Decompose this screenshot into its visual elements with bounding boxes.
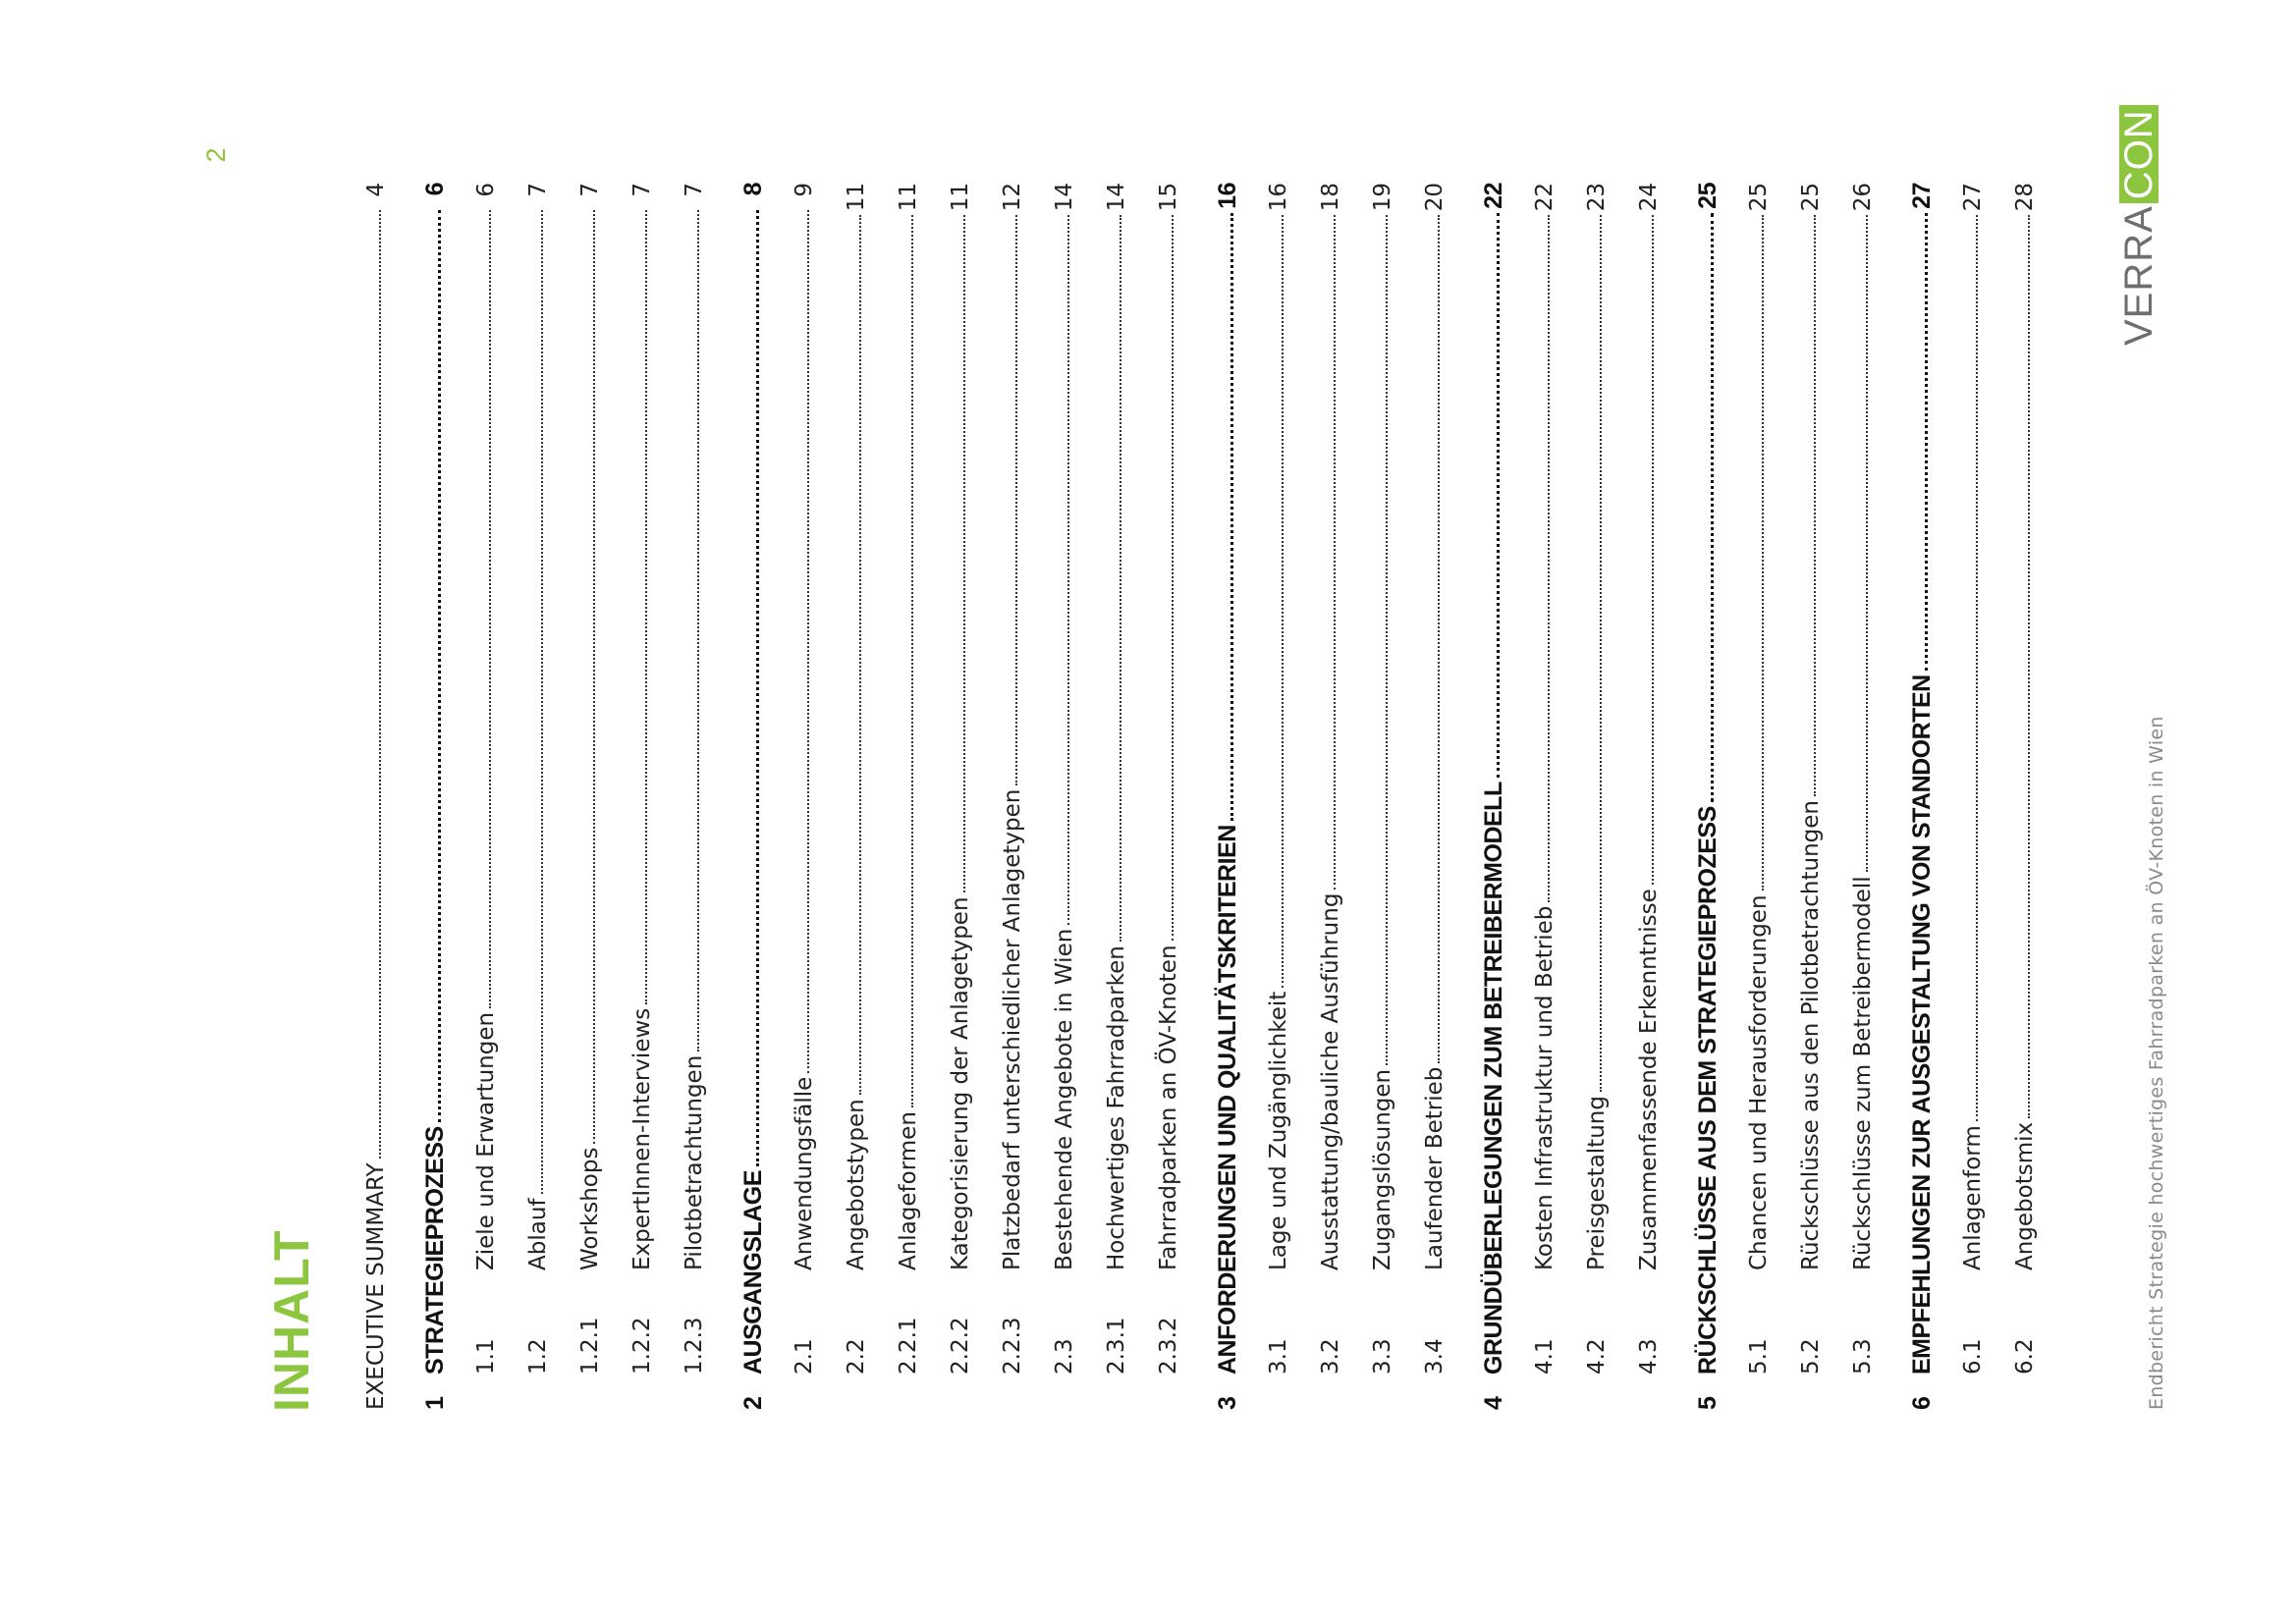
toc-entry-page: 4: [363, 183, 389, 197]
toc-entry-number: 1.2.3: [682, 1317, 707, 1375]
toc-entry-page: 22: [1532, 183, 1558, 212]
footer-text: Endbericht Strategie hochwertiges Fahrradparken an ÖV-Knoten in Wien: [2146, 716, 2167, 1410]
toc-entry-number: 5.1: [1746, 1338, 1772, 1375]
toc-entry[interactable]: [1000, 183, 1052, 1410]
toc-entry-page: 15: [1156, 183, 1181, 212]
toc-entry-label: Platzbedarf unterschiedlicher Anlagetypen: [1000, 788, 1025, 1270]
toc-entry[interactable]: [1636, 183, 1688, 1410]
toc-entry-page: 16: [1266, 183, 1291, 212]
toc-entry[interactable]: [629, 183, 682, 1410]
toc-entry-number: 2.2: [844, 1338, 869, 1375]
toc-entry[interactable]: [421, 183, 473, 1410]
toc-entry-label: Anlagenform: [1960, 1125, 1986, 1270]
toc-dot-leader: [1976, 215, 1978, 1121]
toc-entry-label: Ausstattung/bauliche Ausführung: [1318, 892, 1343, 1270]
toc-entry[interactable]: [363, 183, 415, 1410]
toc-dot-leader: [541, 210, 543, 1195]
toc-entry-number: 1.2.1: [577, 1317, 603, 1375]
toc-dot-leader: [963, 215, 965, 892]
toc-entry-label: ANFORDERUNGEN UND QUALITÄTSKRITERIEN: [1214, 825, 1241, 1375]
toc-entry-number: 2.3.2: [1156, 1317, 1181, 1375]
toc-entry[interactable]: [1908, 183, 1960, 1410]
toc-dot-leader: [593, 210, 595, 1144]
toc-dot-leader: [1386, 215, 1388, 1065]
toc-entry-label: Anlageformen: [896, 1111, 921, 1270]
toc-entry-page: 27: [1908, 183, 1936, 209]
toc-entry-page: 28: [2012, 183, 2038, 212]
toc-dot-leader: [2028, 215, 2030, 1118]
toc-entry[interactable]: [1318, 183, 1370, 1410]
toc-entry-page: 25: [1694, 183, 1722, 209]
toc-entry-page: 7: [629, 183, 655, 197]
toc-entry-number: 1.1: [473, 1338, 499, 1375]
toc-entry-page: 8: [739, 183, 767, 196]
logo-con-text: CON: [2119, 105, 2159, 203]
toc-entry-page: 11: [948, 183, 973, 212]
toc-entry-page: 19: [1370, 183, 1395, 212]
toc-entry-number: 2: [739, 1396, 767, 1410]
toc-entry-number: 6: [1908, 1396, 1936, 1410]
toc-dot-leader: [807, 210, 809, 1073]
toc-entry-page: 20: [1422, 183, 1448, 212]
toc-dot-leader: [1814, 215, 1816, 796]
toc-entry-number: 1.2: [525, 1338, 551, 1375]
toc-entry-label: Angebotsmix: [2012, 1121, 2038, 1270]
toc-entry-label: EXECUTIVE SUMMARY: [363, 1162, 389, 1410]
toc-entry[interactable]: [1104, 183, 1156, 1410]
toc-dot-leader: [438, 210, 441, 1122]
toc-entry-number: 2.1: [792, 1338, 817, 1375]
toc-entry-page: 6: [473, 183, 499, 197]
toc-dot-leader: [1548, 215, 1550, 901]
toc-entry[interactable]: [1422, 183, 1474, 1410]
toc-dot-leader: [911, 215, 913, 1107]
toc-entry-number: 6.2: [2012, 1338, 2038, 1375]
toc-entry-label: Kosten Infrastruktur und Betrieb: [1532, 905, 1558, 1270]
toc-dot-leader: [489, 210, 491, 1008]
toc-dot-leader: [1711, 213, 1714, 802]
toc-dot-leader: [1866, 215, 1868, 872]
toc-entry-label: Anwendungsfälle: [792, 1076, 817, 1270]
toc-dot-leader: [859, 215, 861, 1095]
toc-entry-label: RÜCKSCHLÜSSE AUS DEM STRATEGIEPROZESS: [1694, 806, 1722, 1375]
toc-entry-page: 27: [1960, 183, 1986, 212]
toc-entry[interactable]: [948, 183, 1000, 1410]
toc-entry-page: 11: [896, 183, 921, 212]
toc-entry-label: Bestehende Angebote in Wien: [1052, 928, 1077, 1270]
toc-entry[interactable]: [2012, 183, 2064, 1410]
toc-entry-label: Pilotbetrachtungen: [682, 1054, 707, 1270]
toc-dot-leader: [1230, 213, 1233, 821]
toc-dot-leader: [1334, 215, 1336, 889]
toc-entry-page: 11: [844, 183, 869, 212]
toc-entry[interactable]: [577, 183, 629, 1410]
toc-entry-label: Chancen und Herausforderungen: [1746, 894, 1772, 1270]
toc-entry[interactable]: [1052, 183, 1104, 1410]
toc-entry[interactable]: [473, 183, 525, 1410]
toc-entry-label: Rückschlüsse zum Betreibermodell: [1850, 876, 1876, 1270]
toc-entry-label: Zusammenfassende Erkenntnisse: [1636, 889, 1662, 1270]
toc-entry[interactable]: [1156, 183, 1208, 1410]
page-title: INHALT: [264, 1229, 319, 1412]
toc-entry-page: 14: [1052, 183, 1077, 212]
toc-dot-leader: [379, 210, 381, 1159]
toc-entry-page: 7: [525, 183, 551, 197]
toc-entry[interactable]: [896, 183, 948, 1410]
toc-entry-label: Lage und Zugänglichkeit: [1266, 991, 1291, 1270]
toc-entry-number: 3.4: [1422, 1338, 1448, 1375]
toc-entry[interactable]: [844, 183, 896, 1410]
toc-entry[interactable]: [739, 183, 792, 1410]
toc-entry-label: STRATEGIEPROZESS: [421, 1126, 449, 1375]
logo-verra-text: VERRA: [2116, 205, 2160, 346]
toc-entry-page: 18: [1318, 183, 1343, 212]
toc-entry-page: 24: [1636, 183, 1662, 212]
toc-entry[interactable]: [792, 183, 844, 1410]
toc-dot-leader: [1497, 213, 1500, 778]
toc-entry[interactable]: [1694, 183, 1746, 1410]
toc-dot-leader: [1282, 215, 1284, 987]
toc-entry-page: 6: [421, 183, 449, 196]
toc-entry-label: Fahrradparken an ÖV-Knoten: [1156, 944, 1181, 1270]
toc-entry-label: AUSGANGSLAGE: [739, 1170, 767, 1375]
page-number: 2: [201, 147, 231, 163]
toc-entry-number: 3.1: [1266, 1338, 1291, 1375]
table-of-contents: [363, 183, 2064, 1410]
toc-entry-number: 2.3: [1052, 1338, 1077, 1375]
toc-entry-number: 6.1: [1960, 1338, 1986, 1375]
toc-entry[interactable]: [525, 183, 577, 1410]
toc-entry-label: GRUNDÜBERLEGUNGEN ZUM BETREIBERMODELL: [1480, 782, 1507, 1375]
toc-entry-label: Preisgestaltung: [1584, 1096, 1610, 1270]
toc-entry-page: 25: [1798, 183, 1824, 212]
toc-entry[interactable]: [1584, 183, 1636, 1410]
toc-entry-label: Angebotstypen: [844, 1099, 869, 1270]
toc-dot-leader: [1652, 215, 1654, 885]
toc-entry-page: 7: [577, 183, 603, 197]
toc-entry-number: 3.3: [1370, 1338, 1395, 1375]
toc-dot-leader: [1015, 215, 1017, 784]
toc-entry[interactable]: [1370, 183, 1422, 1410]
toc-entry-label: Ablauf: [525, 1198, 551, 1270]
toc-entry[interactable]: [1266, 183, 1318, 1410]
toc-entry-page: 7: [682, 183, 707, 197]
toc-entry-page: 25: [1746, 183, 1772, 212]
toc-entry-number: 3.2: [1318, 1338, 1343, 1375]
toc-entry-label: Laufender Betrieb: [1422, 1066, 1448, 1270]
toc-entry[interactable]: [1798, 183, 1850, 1410]
toc-entry[interactable]: [1960, 183, 2012, 1410]
toc-entry[interactable]: [1532, 183, 1584, 1410]
toc-entry-number: 5: [1694, 1396, 1722, 1410]
toc-entry-number: 5.2: [1798, 1338, 1824, 1375]
toc-entry-number: 2.3.1: [1104, 1317, 1129, 1375]
toc-entry-page: 23: [1584, 183, 1610, 212]
toc-entry-page: 16: [1214, 183, 1241, 209]
toc-entry-number: 4.2: [1584, 1338, 1610, 1375]
toc-entry-label: Zugangslösungen: [1370, 1068, 1395, 1270]
toc-entry-label: Workshops: [577, 1147, 603, 1270]
toc-entry[interactable]: [682, 183, 734, 1410]
toc-entry-number: 4.1: [1532, 1338, 1558, 1375]
toc-entry-number: 2.2.2: [948, 1317, 973, 1375]
toc-dot-leader: [1600, 215, 1602, 1092]
toc-dot-leader: [697, 210, 699, 1052]
toc-dot-leader: [1925, 213, 1928, 672]
toc-entry-number: 4.3: [1636, 1338, 1662, 1375]
toc-entry-label: Hochwertiges Fahrradparken: [1104, 945, 1129, 1270]
toc-dot-leader: [1067, 215, 1069, 924]
verracon-logo: [2116, 105, 2160, 346]
toc-entry-number: 5.3: [1850, 1338, 1876, 1375]
toc-entry[interactable]: [1746, 183, 1798, 1410]
toc-dot-leader: [756, 210, 759, 1166]
toc-entry-label: Kategorisierung der Anlagetypen: [948, 896, 973, 1270]
toc-entry-number: 2.2.3: [1000, 1317, 1025, 1375]
toc-entry[interactable]: [1850, 183, 1902, 1410]
toc-entry-number: 4: [1480, 1396, 1507, 1410]
toc-dot-leader: [645, 210, 647, 1004]
toc-entry-label: EMPFEHLUNGEN ZUR AUSGESTALTUNG VON STANDORTEN: [1908, 674, 1936, 1375]
toc-entry[interactable]: [1214, 183, 1266, 1410]
toc-entry[interactable]: [1480, 183, 1532, 1410]
toc-entry-label: Rückschlüsse aus den Pilotbetrachtungen: [1798, 800, 1824, 1270]
toc-entry-page: 12: [1000, 183, 1025, 212]
toc-entry-number: 1.2.2: [629, 1317, 655, 1375]
toc-dot-leader: [1438, 215, 1440, 1062]
toc-entry-page: 9: [792, 183, 817, 197]
toc-entry-label: ExpertInnen-Interviews: [629, 1007, 655, 1270]
toc-dot-leader: [1172, 215, 1174, 941]
toc-entry-number: 2.2.1: [896, 1317, 921, 1375]
toc-entry-label: Ziele und Erwartungen: [473, 1011, 499, 1270]
toc-entry-page: 22: [1480, 183, 1507, 209]
toc-entry-number: 3: [1214, 1396, 1241, 1410]
toc-entry-number: 1: [421, 1396, 449, 1410]
toc-dot-leader: [1762, 215, 1764, 890]
toc-entry-page: 26: [1850, 183, 1876, 212]
toc-dot-leader: [1120, 215, 1121, 942]
toc-entry-page: 14: [1104, 183, 1129, 212]
